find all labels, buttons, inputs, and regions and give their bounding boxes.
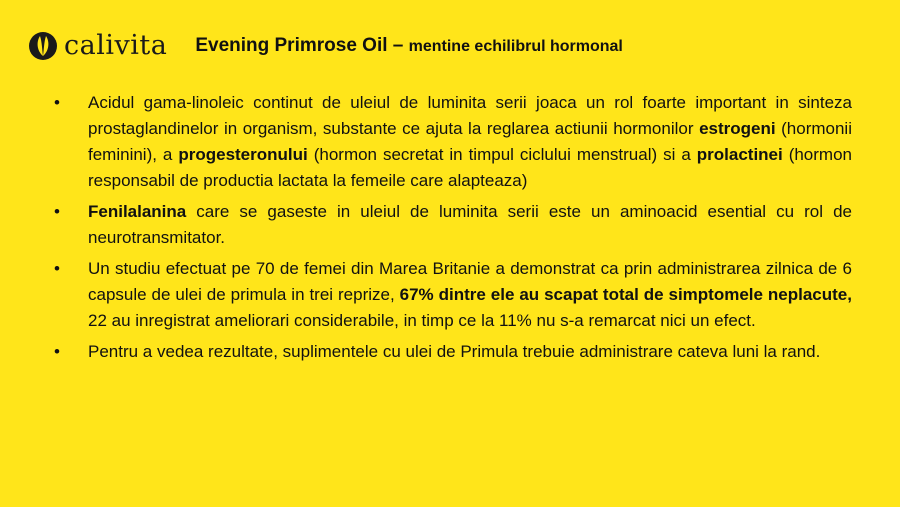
bullet-text-bold: 67% dintre ele au scapat total de simptomele neplacute, bbox=[399, 285, 852, 304]
bullet-text: Pentru a vedea rezultate, suplimentele cu ulei de Primula trebuie administrare cateva luni la rand. bbox=[88, 342, 821, 361]
slide-title bbox=[195, 34, 623, 59]
slide-header bbox=[28, 28, 623, 64]
bullet-text: care se gaseste in uleiul de luminita serii este un aminoacid esential cu rol de neurotransmitator. bbox=[88, 202, 852, 247]
calivita-leaf-mark-icon bbox=[28, 31, 58, 61]
bullet-text: Acidul gama-linoleic continut de uleiul de luminita serii joaca un rol foarte important in sinteza prostaglandinelor in organism, substante ce ajuta la reglarea actiunii hormonilor bbox=[88, 93, 852, 138]
bullet-text: (hormon secretat in timpul ciclului menstrual) si a bbox=[307, 145, 697, 164]
bullet-text: (hormon responsabil de productia lactata la femeile care alapteaza) bbox=[88, 145, 852, 190]
title-main: Evening Primrose Oil bbox=[195, 34, 388, 56]
bullet-text-bold: estrogeni bbox=[699, 119, 776, 138]
bullet-dot: • bbox=[54, 93, 60, 112]
bullet-dot: • bbox=[54, 259, 60, 278]
bullet-item bbox=[50, 256, 852, 334]
bullet-item bbox=[50, 90, 852, 194]
bullet-item bbox=[50, 199, 852, 251]
logo-text: calivita bbox=[64, 30, 168, 61]
title-subtitle: mentine echilibrul hormonal bbox=[408, 37, 623, 55]
calivita-logo bbox=[28, 28, 167, 64]
title-separator: – bbox=[387, 34, 409, 56]
bullet-item bbox=[50, 339, 852, 365]
bullet-text-bold: prolactinei bbox=[696, 145, 783, 164]
bullet-dot: • bbox=[54, 342, 60, 361]
bullet-dot: • bbox=[54, 202, 60, 221]
bullet-list bbox=[50, 90, 852, 370]
bullet-text: 22 au inregistrat ameliorari considerabile, in timp ce la 11% nu s-a remarcat nici un efect. bbox=[88, 311, 756, 330]
bullet-text: Un studiu efectuat pe 70 de femei din Marea Britanie a demonstrat ca prin administrarea zilnica de 6 capsule de ulei de primula in trei reprize, bbox=[88, 259, 852, 304]
bullet-text: (hormonii feminini), a bbox=[88, 119, 852, 164]
bullet-text-bold: Fenilalanina bbox=[88, 202, 187, 221]
bullet-text-bold: progesteronului bbox=[178, 145, 308, 164]
